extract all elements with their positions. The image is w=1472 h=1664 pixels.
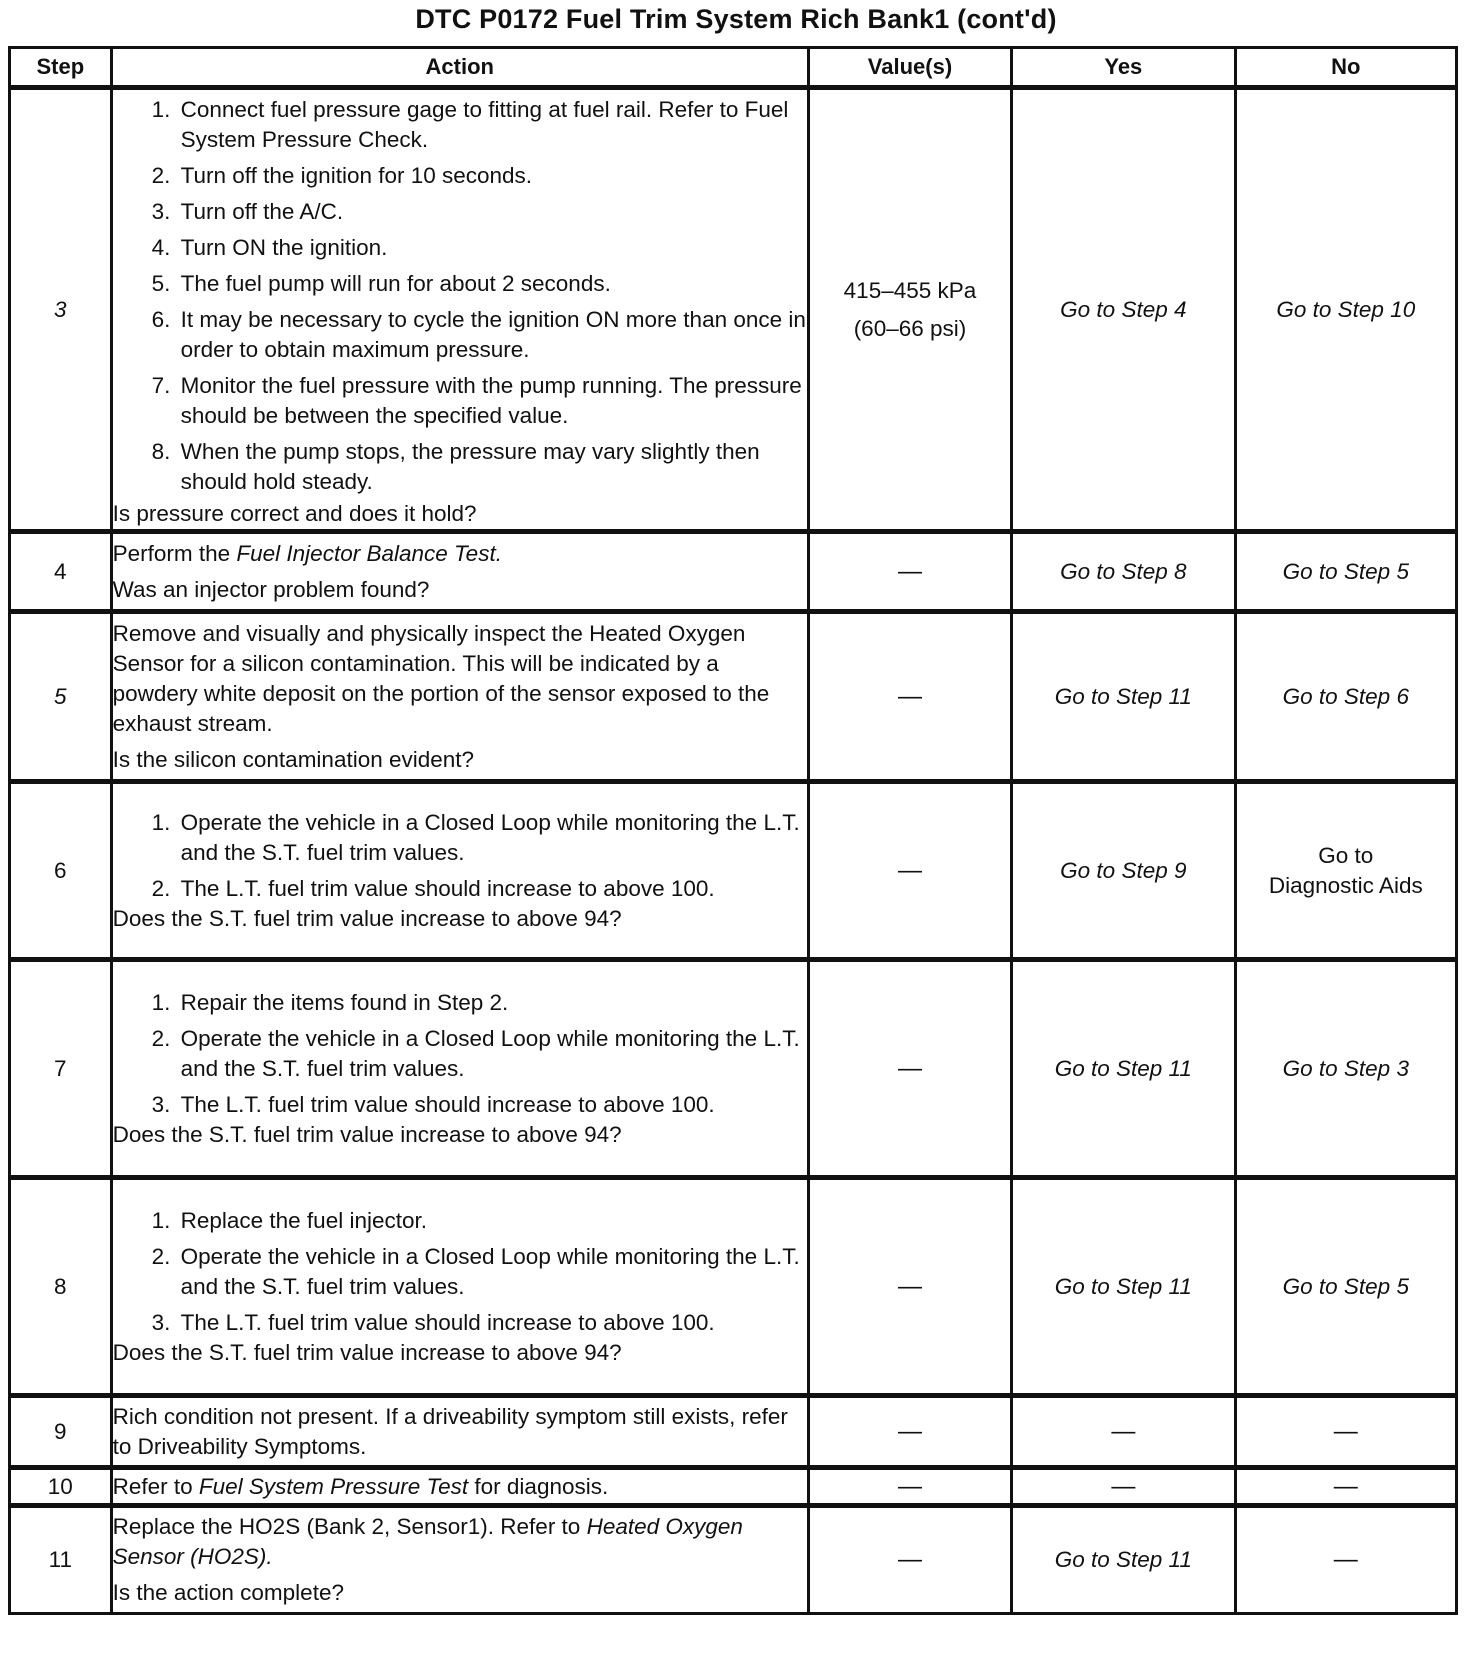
value-psi: (60–66 psi) bbox=[853, 315, 967, 341]
no-cell[interactable]: Go to Step 6 bbox=[1235, 612, 1456, 782]
value-dash: — bbox=[897, 682, 922, 710]
table-row-step-11 bbox=[10, 1506, 1457, 1614]
header-action: Action bbox=[111, 48, 808, 88]
no-line-1: Go to bbox=[1318, 842, 1374, 868]
step-number: 5 bbox=[10, 612, 112, 782]
action-step: 1. Repair the items found in Step 2. bbox=[177, 988, 807, 1018]
table-row-step-9 bbox=[10, 1396, 1457, 1468]
action-steps-list bbox=[113, 1206, 807, 1338]
table-row-step-4 bbox=[10, 532, 1457, 612]
header-no: No bbox=[1235, 48, 1456, 88]
action-step: 4. Turn ON the ignition. bbox=[177, 233, 807, 263]
step-number: 10 bbox=[10, 1468, 112, 1506]
action-reference: Fuel Injector Balance Test. bbox=[236, 540, 502, 566]
action-step: 2. Turn off the ignition for 10 seconds. bbox=[177, 161, 807, 191]
no-cell[interactable]: Go to Step 5 bbox=[1235, 532, 1456, 612]
step-number: 4 bbox=[10, 532, 112, 612]
action-step: 2. Operate the vehicle in a Closed Loop while monitoring the L.T. and the S.T. fuel trim values. bbox=[177, 1024, 807, 1084]
action-step: 7. Monitor the fuel pressure with the pump running. The pressure should be between the specified value. bbox=[177, 371, 807, 431]
value-cell bbox=[808, 1396, 1011, 1468]
no-cell bbox=[1235, 1396, 1456, 1468]
step-number: 6 bbox=[10, 782, 112, 960]
page-title: DTC P0172 Fuel Trim System Rich Bank1 (cont'd) bbox=[415, 4, 1057, 34]
table-row-step-7 bbox=[10, 960, 1457, 1178]
action-cell bbox=[111, 1178, 808, 1396]
action-cell bbox=[111, 1506, 808, 1614]
value-cell bbox=[808, 612, 1011, 782]
action-question: Was an injector problem found? bbox=[112, 576, 430, 602]
table-row-step-10 bbox=[10, 1468, 1457, 1506]
action-cell bbox=[111, 88, 808, 532]
action-question: Does the S.T. fuel trim value increase to above 94? bbox=[112, 1121, 622, 1147]
no-dash: — bbox=[1333, 1546, 1358, 1573]
diagnostic-table bbox=[8, 46, 1458, 1615]
action-step: 1. Replace the fuel injector. bbox=[177, 1206, 807, 1236]
header-step: Step bbox=[10, 48, 112, 88]
header-value: Value(s) bbox=[808, 48, 1011, 88]
action-steps-list bbox=[113, 95, 807, 497]
action-question: Is pressure correct and does it hold? bbox=[112, 500, 477, 526]
value-cell bbox=[808, 782, 1011, 960]
action-text: Remove and visually and physically inspect the Heated Oxygen Sensor for a silicon contamination. This will be indicated by a powdery white deposit on the portion of the sensor exposed to the exhaust stream. bbox=[112, 620, 770, 736]
action-step: 5. The fuel pump will run for about 2 seconds. bbox=[177, 269, 807, 299]
value-cell bbox=[808, 1506, 1011, 1614]
action-text-pre: Refer to bbox=[112, 1473, 199, 1499]
action-cell bbox=[111, 532, 808, 612]
action-step: 2. The L.T. fuel trim value should increase to above 100. bbox=[177, 874, 807, 904]
no-cell bbox=[1235, 1506, 1456, 1614]
yes-cell[interactable]: Go to Step 11 bbox=[1012, 1506, 1236, 1614]
step-number: 9 bbox=[10, 1396, 112, 1468]
step-number: 3 bbox=[10, 88, 112, 532]
action-cell bbox=[111, 612, 808, 782]
table-row-step-6 bbox=[10, 782, 1457, 960]
action-text-pre: Perform the bbox=[112, 540, 237, 566]
value-dash: — bbox=[897, 1417, 922, 1445]
yes-cell bbox=[1012, 1396, 1236, 1468]
action-reference: Fuel System Pressure Test bbox=[198, 1473, 469, 1499]
action-question: Does the S.T. fuel trim value increase to above 94? bbox=[112, 905, 622, 931]
action-step: 1. Operate the vehicle in a Closed Loop while monitoring the L.T. and the S.T. fuel trim values. bbox=[177, 808, 807, 868]
value-cell bbox=[808, 1468, 1011, 1506]
table-row-step-5 bbox=[10, 612, 1457, 782]
no-cell bbox=[1235, 1468, 1456, 1506]
yes-cell[interactable]: Go to Step 11 bbox=[1012, 612, 1236, 782]
step-number: 8 bbox=[10, 1178, 112, 1396]
action-step: 3. The L.T. fuel trim value should increase to above 100. bbox=[177, 1308, 807, 1338]
action-step: 3. Turn off the A/C. bbox=[177, 197, 807, 227]
action-text-pre: Replace the HO2S (Bank 2, Sensor1). Refer to bbox=[112, 1514, 587, 1539]
value-dash: — bbox=[897, 1054, 922, 1082]
yes-cell[interactable]: Go to Step 9 bbox=[1012, 782, 1236, 960]
value-dash: — bbox=[897, 1472, 922, 1500]
value-cell bbox=[808, 960, 1011, 1178]
yes-cell[interactable]: Go to Step 4 bbox=[1012, 88, 1236, 532]
no-dash: — bbox=[1333, 1417, 1358, 1445]
action-cell bbox=[111, 782, 808, 960]
action-step: 2. Operate the vehicle in a Closed Loop while monitoring the L.T. and the S.T. fuel trim values. bbox=[177, 1242, 807, 1302]
value-dash: — bbox=[897, 856, 922, 884]
action-question: Is the silicon contamination evident? bbox=[112, 746, 475, 772]
table-row-step-8 bbox=[10, 1178, 1457, 1396]
value-dash: — bbox=[897, 1272, 922, 1300]
no-cell[interactable]: Go to Step 3 bbox=[1235, 960, 1456, 1178]
value-cell bbox=[808, 532, 1011, 612]
action-question: Does the S.T. fuel trim value increase to above 94? bbox=[112, 1339, 622, 1365]
step-number: 7 bbox=[10, 960, 112, 1178]
action-text bbox=[113, 539, 807, 569]
yes-dash: — bbox=[1111, 1472, 1136, 1500]
yes-cell[interactable]: Go to Step 11 bbox=[1012, 960, 1236, 1178]
no-line-2: Diagnostic Aids bbox=[1268, 872, 1423, 898]
no-cell[interactable] bbox=[1235, 782, 1456, 960]
value-kpa: 415–455 kPa bbox=[843, 277, 977, 303]
table-row-step-3 bbox=[10, 88, 1457, 532]
value-cell bbox=[808, 1178, 1011, 1396]
action-steps-list bbox=[113, 808, 807, 904]
yes-cell[interactable]: Go to Step 8 bbox=[1012, 532, 1236, 612]
action-step: 3. The L.T. fuel trim value should increase to above 100. bbox=[177, 1090, 807, 1120]
yes-cell bbox=[1012, 1468, 1236, 1506]
action-text bbox=[113, 1512, 807, 1572]
header-yes: Yes bbox=[1012, 48, 1236, 88]
action-text: Rich condition not present. If a driveability symptom still exists, refer to Driveability Symptoms. bbox=[112, 1403, 788, 1459]
action-cell bbox=[111, 1396, 808, 1468]
action-text-post: for diagnosis. bbox=[468, 1473, 609, 1499]
step-number: 11 bbox=[10, 1506, 112, 1614]
header-row bbox=[10, 48, 1457, 88]
action-cell bbox=[111, 960, 808, 1178]
action-question: Is the action complete? bbox=[112, 1580, 344, 1605]
action-steps-list bbox=[113, 988, 807, 1120]
yes-cell[interactable]: Go to Step 11 bbox=[1012, 1178, 1236, 1396]
action-reference: Heated Oxygen Sensor (HO2S). bbox=[112, 1514, 743, 1569]
yes-dash: — bbox=[1111, 1417, 1136, 1445]
value-cell bbox=[808, 88, 1011, 532]
no-cell[interactable]: Go to Step 5 bbox=[1235, 1178, 1456, 1396]
action-step: 6. It may be necessary to cycle the ignition ON more than once in order to obtain maximum pressure. bbox=[177, 305, 807, 365]
no-cell[interactable]: Go to Step 10 bbox=[1235, 88, 1456, 532]
action-step: 8. When the pump stops, the pressure may vary slightly then should hold steady. bbox=[177, 437, 807, 497]
action-step: 1. Connect fuel pressure gage to fitting at fuel rail. Refer to Fuel System Pressure Check. bbox=[177, 95, 807, 155]
value-dash: — bbox=[897, 557, 922, 585]
action-cell bbox=[111, 1468, 808, 1506]
no-dash: — bbox=[1333, 1472, 1358, 1500]
value-dash: — bbox=[897, 1546, 922, 1573]
